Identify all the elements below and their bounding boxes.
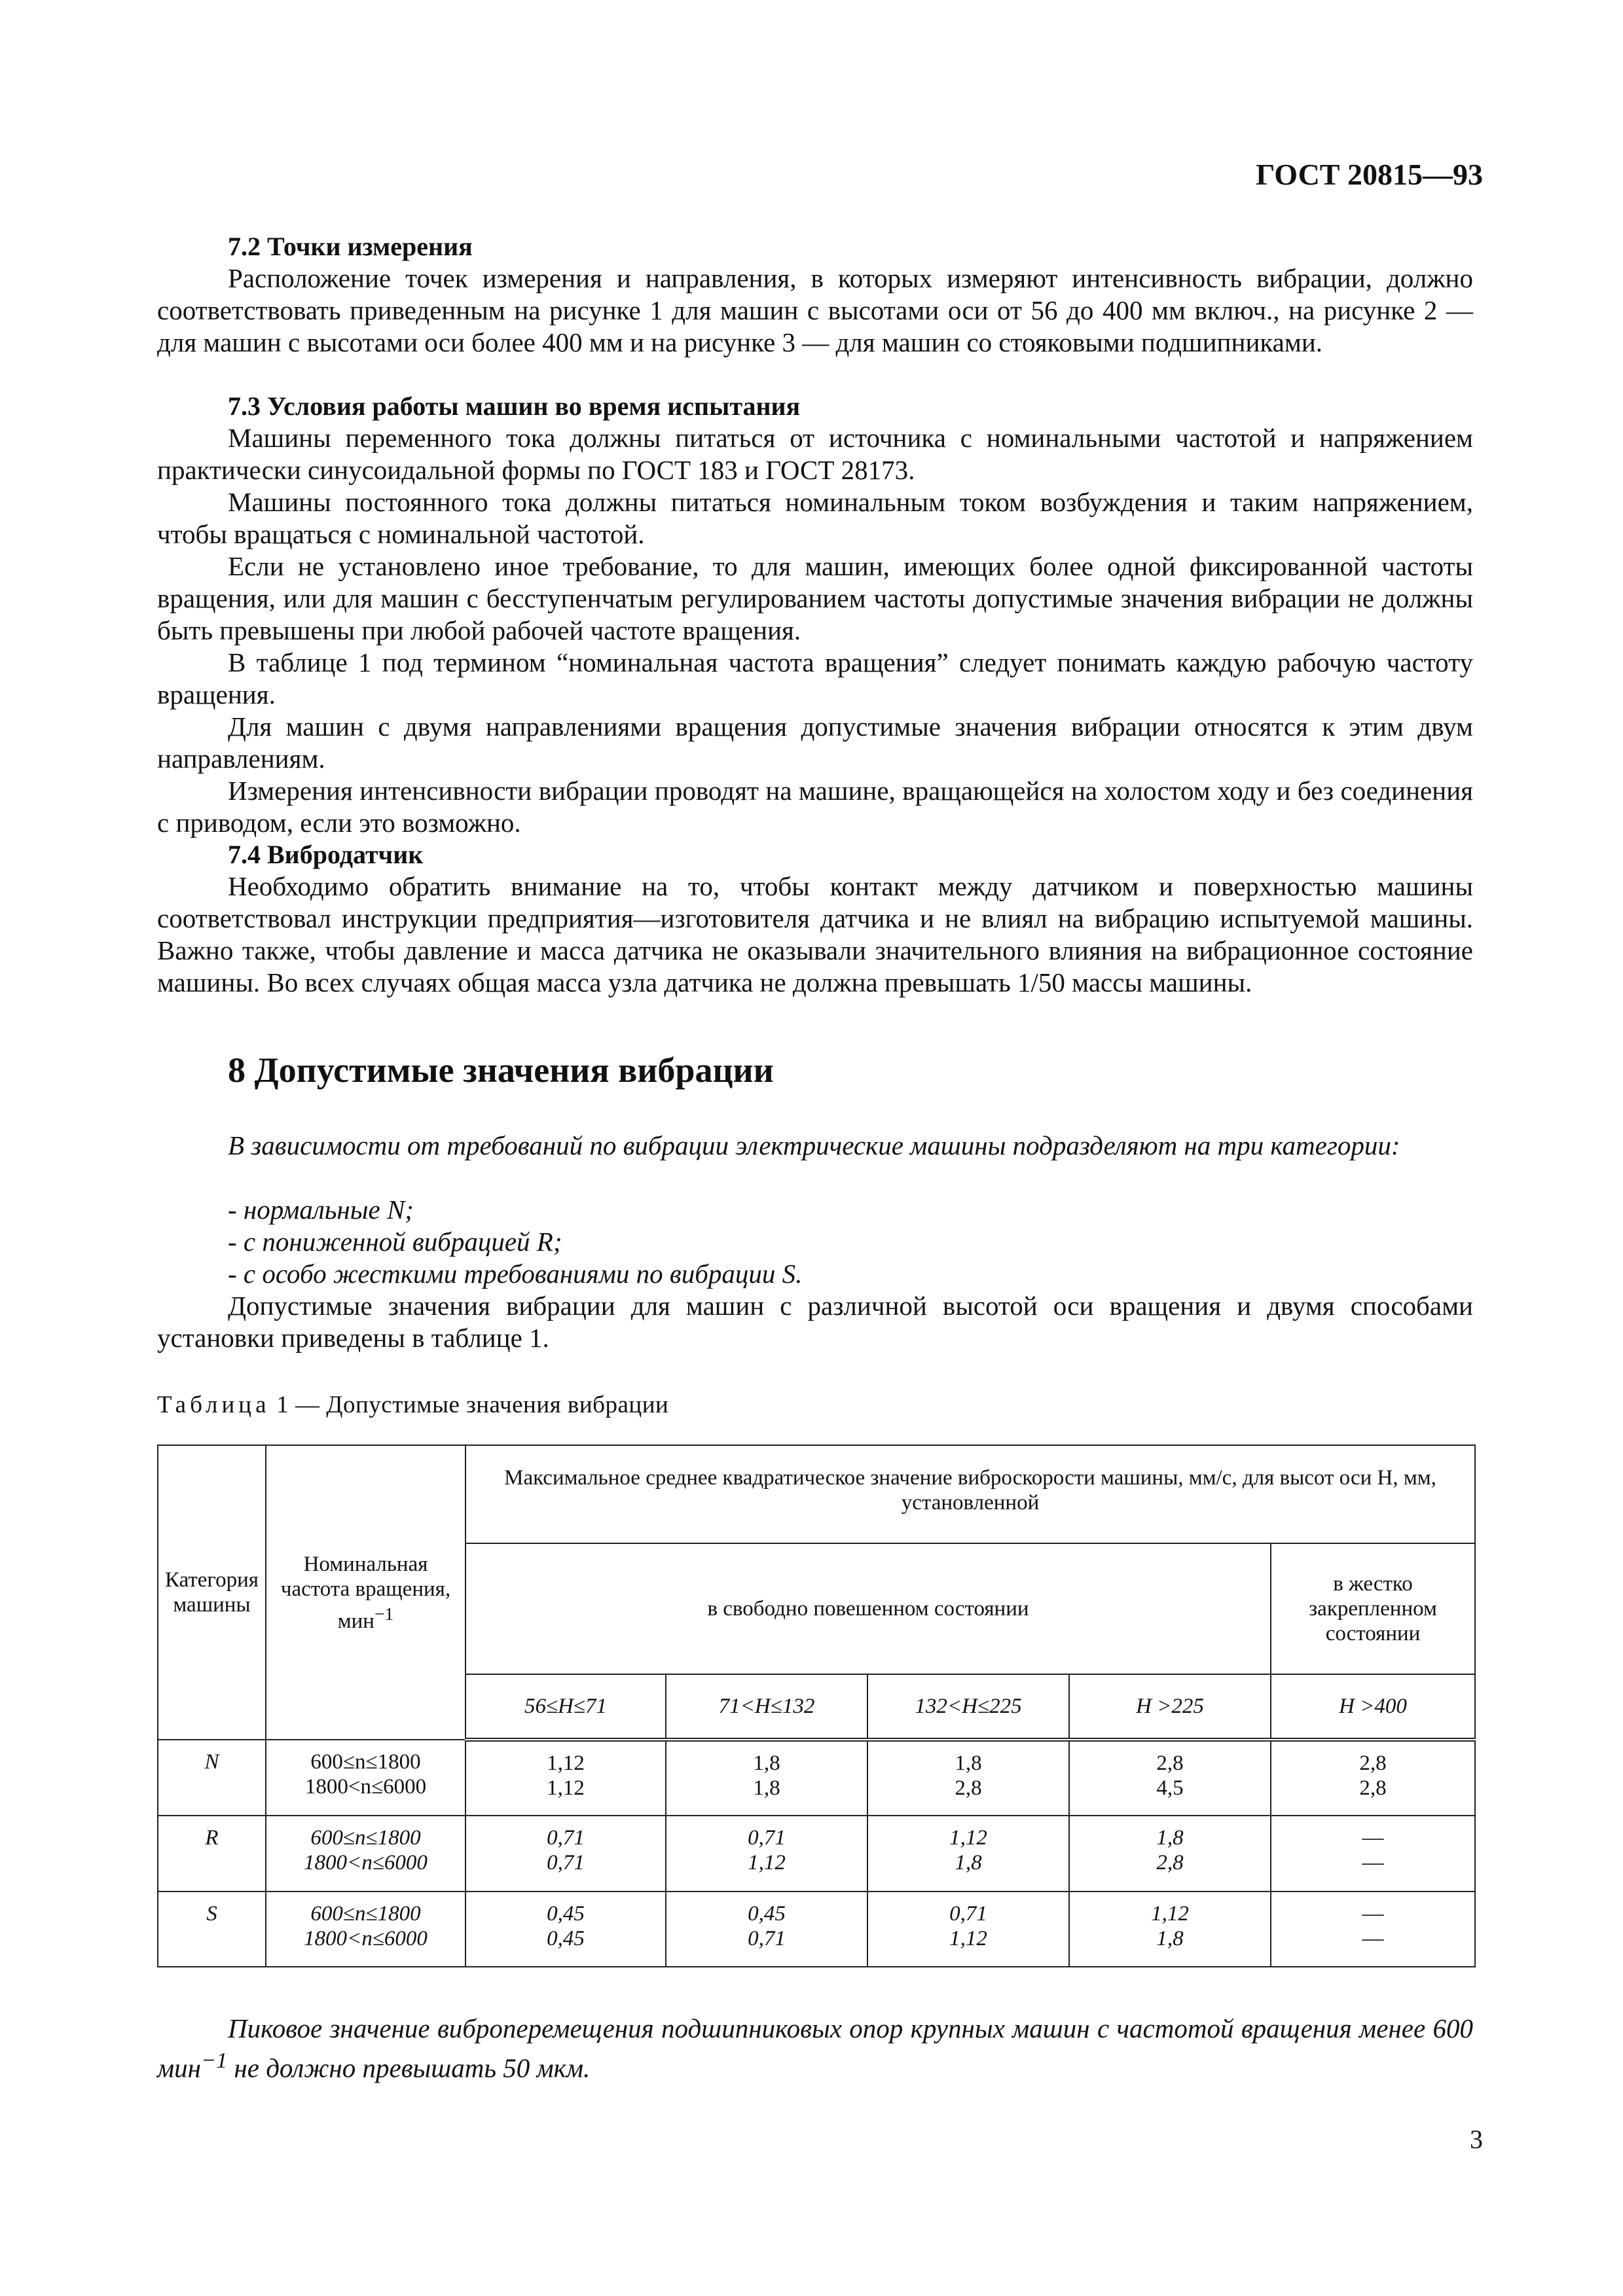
value: 1,8 (955, 1851, 982, 1874)
value: 0,71 (547, 1851, 585, 1874)
header-range-1: 56≤H≤71 (465, 1674, 666, 1740)
value: 0,45 (547, 1902, 585, 1926)
table-row (158, 1816, 1475, 1892)
header-category: Категория машины (158, 1445, 266, 1740)
section-7-3-paragraph-2: Машины постоянного тока должны питаться номинальным током возбуждения и таким напряжением, чтобы вращаться с номинальной частотой. (157, 487, 1473, 549)
value: 1,8 (1156, 1927, 1184, 1950)
value: 1,12 (547, 1751, 585, 1775)
value-cell (666, 1816, 867, 1892)
header-frequency (266, 1445, 465, 1740)
header-max-rms: Максимальное среднее квадратическое значение виброскорости машины, мм/с, для высот оси H, мм, установленной (465, 1445, 1475, 1543)
header-rigid-state: в жестко закрепленном состоянии (1271, 1543, 1475, 1674)
header-frequency-label: Номинальная частота вращения, (280, 1552, 451, 1601)
value-cell (666, 1740, 867, 1816)
value: — (1362, 1927, 1384, 1950)
value-cell (465, 1816, 666, 1892)
header-frequency-unit: мин (337, 1609, 374, 1633)
frequency-line: 1800<n≤6000 (304, 1851, 428, 1874)
value: 2,8 (1359, 1776, 1387, 1800)
value: 1,12 (1151, 1902, 1189, 1926)
value: 0,45 (748, 1902, 786, 1926)
value: 0,71 (547, 1826, 585, 1850)
value-cell (1069, 1740, 1271, 1816)
value-cell (1069, 1892, 1271, 1967)
section-7-3-paragraph-3: Если не установлено иное требование, то для машин, имеющих более одной фиксированной частоты вращения, или для машин с бесступенчатым регулированием частоты допустимые значения вибрации не должны быть превышены при любой рабочей частоте вращения. (157, 551, 1473, 645)
footnote-text-end: не должно превышать 50 мкм. (227, 2053, 591, 2083)
page-number: 3 (1470, 2125, 1483, 2154)
value: 1,12 (949, 1927, 987, 1950)
header-range-2: 71<H≤132 (666, 1674, 867, 1740)
frequency-line: 1800<n≤6000 (304, 1927, 428, 1950)
value: — (1362, 1826, 1384, 1850)
section-7-3-paragraph-5: Для машин с двумя направлениями вращения допустимые значения вибрации относятся к этим двум направлениям. (157, 711, 1473, 774)
value: 0,45 (547, 1927, 585, 1950)
frequency-line: 600≤n≤1800 (310, 1750, 421, 1774)
value: 1,12 (748, 1851, 786, 1874)
section-7-3-paragraph-4: В таблице 1 под термином “номинальная частота вращения” следует понимать каждую рабочую частоту вращения. (157, 647, 1473, 709)
section-8-heading: 8 Допустимые значения вибрации (228, 1050, 774, 1090)
frequency-cell (266, 1740, 465, 1816)
value-cell (867, 1892, 1069, 1967)
value: 2,8 (1359, 1751, 1387, 1775)
list-item: - с особо жесткими требованиями по вибрации S. (228, 1259, 803, 1289)
value: — (1362, 1851, 1384, 1874)
list-item: - с пониженной вибрацией R; (228, 1227, 562, 1257)
footnote (157, 2013, 1473, 2085)
value: 4,5 (1156, 1776, 1184, 1800)
value: 1,8 (753, 1751, 780, 1775)
footnote-exponent: −1 (201, 2049, 228, 2073)
frequency-line: 1800<n≤6000 (304, 1775, 427, 1799)
value-cell (666, 1892, 867, 1967)
table-caption (157, 1391, 668, 1419)
value-cell (1271, 1892, 1475, 1967)
category-cell: N (158, 1740, 266, 1816)
section-7-4-paragraph: Необходимо обратить внимание на то, чтобы контакт между датчиком и поверхностью машины соответствовал инструкции предприятия—изготовителя датчика и не влиял на вибрацию испытуемой машины. Важно также, чтобы давление и масса датчика не оказывали значительного влияния на вибрационное состояние машины. Во всех случаях общая масса узла датчика не должна превышать 1/50 массы машины. (157, 871, 1473, 997)
header-free-state: в свободно повешенном состоянии (465, 1543, 1271, 1674)
value-cell (465, 1740, 666, 1816)
header-range-5: H >400 (1271, 1674, 1475, 1740)
section-7-2-heading: 7.2 Точки измерения (228, 232, 473, 261)
footnote-text: Пиковое значение виброперемещения подшипниковых опор крупных машин с частотой вращения менее 600 мин (157, 2013, 1473, 2083)
value: 2,8 (955, 1776, 982, 1800)
value: 2,8 (1156, 1751, 1184, 1775)
table-row (158, 1892, 1475, 1967)
value-cell (1069, 1816, 1271, 1892)
frequency-line: 600≤n≤1800 (310, 1902, 421, 1926)
header-range-3: 132<H≤225 (867, 1674, 1069, 1740)
category-cell: R (158, 1816, 266, 1892)
value-cell (1271, 1816, 1475, 1892)
value-cell (465, 1892, 666, 1967)
value: 0,71 (748, 1826, 786, 1850)
value-cell (867, 1816, 1069, 1892)
value: 1,12 (949, 1826, 987, 1850)
value: 2,8 (1156, 1851, 1184, 1874)
section-7-3-heading: 7.3 Условия работы машин во время испытания (228, 391, 801, 421)
value: 1,12 (547, 1776, 585, 1800)
value: 1,8 (753, 1776, 780, 1800)
table-caption-word: Таблица (157, 1391, 270, 1418)
section-7-4-heading: 7.4 Вибродатчик (228, 840, 424, 869)
frequency-cell (266, 1816, 465, 1892)
value: 1,8 (955, 1751, 982, 1775)
value: 0,71 (748, 1927, 786, 1950)
header-range-4: H >225 (1069, 1674, 1271, 1740)
value: 1,8 (1156, 1826, 1184, 1850)
section-7-3-paragraph-6: Измерения интенсивности вибрации проводят на машине, вращающейся на холостом ходу и без соединения с приводом, если это возможно. (157, 776, 1473, 838)
category-list (228, 1194, 802, 1290)
table-caption-title: 1 — Допустимые значения вибрации (270, 1391, 669, 1418)
section-7-2-paragraph: Расположение точек измерения и направления, в которых измеряют интенсивность вибрации, должно соответствовать приведенным на рисунке 1 для машин с высотами оси от 56 до 400 мм включ., на рисунке 2 — для машин с высотами оси более 400 мм и на рисунке 3 — для машин со стояковыми подшипниками. (157, 263, 1473, 357)
section-8-paragraph: Допустимые значения вибрации для машин с различной высотой оси вращения и двумя способами установки приведены в таблице 1. (157, 1291, 1473, 1353)
value: — (1362, 1902, 1384, 1926)
value-cell (1271, 1740, 1475, 1816)
document-id: ГОСТ 20815—93 (1256, 158, 1483, 191)
list-item: - нормальные N; (228, 1194, 414, 1225)
value: 0,71 (949, 1902, 987, 1926)
category-cell: S (158, 1892, 266, 1967)
value-cell (867, 1740, 1069, 1816)
header-frequency-unit-exponent: −1 (374, 1603, 394, 1624)
section-8-intro: В зависимости от требований по вибрации электрические машины подразделяют на три категории: (228, 1130, 1400, 1160)
table-row (158, 1740, 1475, 1816)
frequency-line: 600≤n≤1800 (310, 1826, 421, 1850)
section-7-3-paragraph-1: Машины переменного тока должны питаться от источника с номинальными частотой и напряжением практически синусоидальной формы по ГОСТ 183 и ГОСТ 28173. (157, 423, 1473, 485)
frequency-cell (266, 1892, 465, 1967)
vibration-table (157, 1444, 1476, 1967)
